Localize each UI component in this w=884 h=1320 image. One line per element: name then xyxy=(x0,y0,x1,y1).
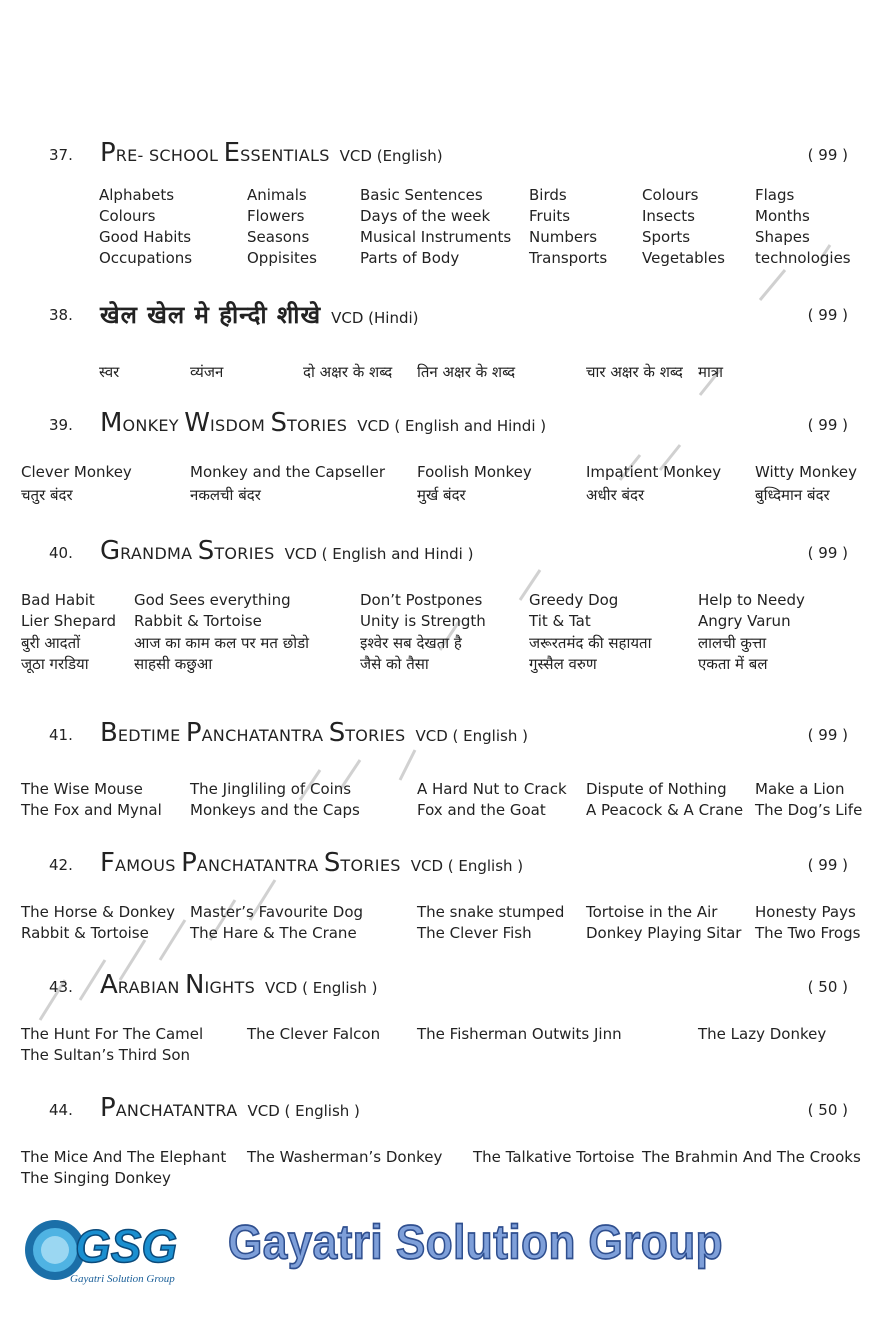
topic-item: Parts of Body xyxy=(360,249,460,267)
topic-item: Dispute of Nothing xyxy=(586,780,727,798)
media-format: VCD ( English and Hindi ) xyxy=(357,417,547,435)
price: ( 99 ) xyxy=(807,726,848,744)
topic-item: मात्रा xyxy=(698,363,724,381)
product-title xyxy=(100,1093,360,1123)
title-part: B xyxy=(100,718,118,748)
logo-tagline: Gayatri Solution Group xyxy=(70,1273,175,1285)
title-part: TORIES xyxy=(345,726,406,745)
footer-logo xyxy=(10,1200,750,1300)
title-part: RE- SCHOOL xyxy=(115,146,224,165)
item-number: 41. xyxy=(49,726,73,744)
topic-item: Numbers xyxy=(529,228,598,246)
topic-item: Oppisites xyxy=(247,249,317,267)
topic-item: technologies xyxy=(755,249,851,267)
topic-item: Fox and the Goat xyxy=(417,801,546,819)
topic-item: जैसे को तैसा xyxy=(360,655,429,673)
topic-item: Foolish Monkey xyxy=(417,463,532,481)
topic-item: The Hunt For The Camel xyxy=(21,1025,204,1043)
topic-item: चार अक्षर के शब्द xyxy=(586,363,683,381)
topic-item: दो अक्षर के शब्द xyxy=(303,363,393,381)
topic-item: Musical Instruments xyxy=(360,228,512,246)
product-title xyxy=(100,848,523,878)
title-part: ONKEY xyxy=(122,416,185,435)
title-part: S xyxy=(197,536,215,566)
topic-item: Unity is Strength xyxy=(360,612,486,630)
topic-item: The Clever Falcon xyxy=(247,1025,381,1043)
product-title xyxy=(100,970,378,1000)
topic-item: A Hard Nut to Crack xyxy=(417,780,567,798)
topic-item: गुस्सैल वरुण xyxy=(529,655,597,673)
topic-item: Alphabets xyxy=(99,186,175,204)
title-part: EDTIME xyxy=(117,726,186,745)
title-part: P xyxy=(181,848,197,878)
topic-item: The Washerman’s Donkey xyxy=(247,1148,443,1166)
title-part: RABIAN xyxy=(117,978,186,997)
title-part: F xyxy=(100,848,115,878)
title-part: N xyxy=(185,970,205,1000)
topic-item: The Wise Mouse xyxy=(21,780,143,798)
topic-item: Make a Lion xyxy=(755,780,845,798)
topic-item: Colours xyxy=(99,207,156,225)
topic-item: Flags xyxy=(755,186,795,204)
title-part: S xyxy=(328,718,346,748)
topic-item: Impatient Monkey xyxy=(586,463,722,481)
topic-item: Good Habits xyxy=(99,228,192,246)
media-format: VCD ( English and Hindi ) xyxy=(284,545,474,563)
topic-item: Witty Monkey xyxy=(755,463,857,481)
title-part: A xyxy=(100,970,118,1000)
topic-item: Monkey and the Capseller xyxy=(190,463,385,481)
item-number: 43. xyxy=(49,978,73,996)
title-part: ISDOM xyxy=(209,416,271,435)
topic-item: बुरी आदतों xyxy=(21,634,81,652)
title-part: G xyxy=(100,536,121,566)
topic-item: Don’t Postpones xyxy=(360,591,483,609)
title-part: P xyxy=(100,1093,116,1123)
topic-item: व्यंजन xyxy=(190,363,224,381)
title-part: P xyxy=(185,718,202,748)
topic-item: The snake stumped xyxy=(417,903,565,921)
topic-item: आज का काम कल पर मत छोडो xyxy=(134,634,310,652)
item-number: 37. xyxy=(49,146,73,164)
topic-item: स्वर xyxy=(99,363,120,381)
media-format: VCD ( English ) xyxy=(265,979,378,997)
topic-item: नकलची बंदर xyxy=(190,486,261,504)
topic-item: Insects xyxy=(642,207,695,225)
topic-item: Angry Varun xyxy=(698,612,791,630)
price: ( 50 ) xyxy=(807,1101,848,1119)
topic-item: Fruits xyxy=(529,207,571,225)
product-title xyxy=(100,298,419,331)
topic-item: The Two Frogs xyxy=(755,924,861,942)
topic-item: Greedy Dog xyxy=(529,591,619,609)
item-number: 39. xyxy=(49,416,73,434)
topic-item: Clever Monkey xyxy=(21,463,132,481)
topic-item: Bad Habit xyxy=(21,591,95,609)
topic-item: साहसी कछुआ xyxy=(134,655,213,673)
media-format: VCD ( English ) xyxy=(415,727,528,745)
topic-item: The Horse & Donkey xyxy=(21,903,176,921)
topic-item: जूठा गरडिया xyxy=(21,655,89,673)
title-part: TORIES xyxy=(214,544,275,563)
topic-item: जरूरतमंद की सहायता xyxy=(529,634,652,652)
title-part: S xyxy=(270,408,287,438)
topic-item: Help to Needy xyxy=(698,591,805,609)
product-title xyxy=(100,718,528,748)
price: ( 99 ) xyxy=(807,146,848,164)
topic-item: Colours xyxy=(642,186,699,204)
topic-item: एकता में बल xyxy=(698,655,768,673)
company-name: Gayatri Solution Group xyxy=(228,1215,724,1270)
title-part: ANCHATANTRA xyxy=(115,1101,238,1120)
topic-item: The Lazy Donkey xyxy=(698,1025,827,1043)
topic-item: इश्वेर सब देखता है xyxy=(360,634,462,652)
topic-item: A Peacock & A Crane xyxy=(586,801,744,819)
topic-item: Transports xyxy=(529,249,608,267)
topic-item: The Dog’s Life xyxy=(755,801,863,819)
topic-item: Birds xyxy=(529,186,567,204)
item-number: 38. xyxy=(49,306,73,324)
topic-item: Rabbit & Tortoise xyxy=(134,612,262,630)
topic-item: The Fox and Mynal xyxy=(21,801,162,819)
topic-item: बुध्दिमान बंदर xyxy=(755,486,830,504)
title-part: ANCHATANTRA xyxy=(196,856,324,875)
topic-item: The Clever Fish xyxy=(417,924,532,942)
topic-item: तिन अक्षर के शब्द xyxy=(417,363,516,381)
topic-item: Sports xyxy=(642,228,691,246)
topic-item: God Sees everything xyxy=(134,591,291,609)
topic-item: Months xyxy=(755,207,810,225)
title-part: SSENTIALS xyxy=(240,146,330,165)
topic-item: लालची कुत्ता xyxy=(698,634,767,652)
title-part: W xyxy=(184,408,210,438)
title-part: ANCHATANTRA xyxy=(201,726,329,745)
gsg-emblem xyxy=(10,1200,230,1300)
topic-item: Shapes xyxy=(755,228,810,246)
media-format: VCD ( English ) xyxy=(410,857,524,875)
topic-item: Occupations xyxy=(99,249,193,267)
topic-item: Animals xyxy=(247,186,307,204)
title-part: S xyxy=(323,848,341,878)
topic-item: Flowers xyxy=(247,207,305,225)
topic-item: Seasons xyxy=(247,228,310,246)
topic-item: Basic Sentences xyxy=(360,186,483,204)
product-title xyxy=(100,138,443,168)
media-format: VCD (English) xyxy=(339,147,443,165)
price: ( 99 ) xyxy=(807,544,848,562)
title-part: RANDMA xyxy=(120,544,198,563)
topic-item: Donkey Playing Sitar xyxy=(586,924,742,942)
topic-item: Master’s Favourite Dog xyxy=(190,903,364,921)
topic-item: The Talkative Tortoise xyxy=(473,1148,635,1166)
product-title xyxy=(100,408,546,438)
topic-item: The Jingliling of Coins xyxy=(190,780,352,798)
product-title xyxy=(100,536,473,566)
topic-item: Honesty Pays xyxy=(755,903,856,921)
item-number: 42. xyxy=(49,856,73,874)
title-part: P xyxy=(100,138,116,168)
price: ( 99 ) xyxy=(807,416,848,434)
logo-letters: GSG xyxy=(75,1220,178,1272)
topic-item: Monkeys and the Caps xyxy=(190,801,360,819)
price: ( 99 ) xyxy=(807,856,848,874)
title-part: IGHTS xyxy=(204,978,256,997)
topic-item: Tit & Tat xyxy=(529,612,591,630)
topic-item: The Singing Donkey xyxy=(21,1169,171,1187)
price: ( 50 ) xyxy=(807,978,848,996)
title-part: TORIES xyxy=(340,856,401,875)
price: ( 99 ) xyxy=(807,306,848,324)
topic-item: चतुर बंदर xyxy=(21,486,73,504)
topic-item: The Sultan’s Third Son xyxy=(21,1046,191,1064)
title-part: M xyxy=(100,408,123,438)
topic-item: The Fisherman Outwits Jinn xyxy=(417,1025,622,1043)
topic-item: Tortoise in the Air xyxy=(586,903,718,921)
topic-item: The Mice And The Elephant xyxy=(21,1148,227,1166)
media-format: VCD (Hindi) xyxy=(331,309,419,327)
topic-item: Vegetables xyxy=(642,249,725,267)
item-number: 44. xyxy=(49,1101,73,1119)
topic-item: अधीर बंदर xyxy=(586,486,645,504)
topic-item: Lier Shepard xyxy=(21,612,117,630)
topic-item: The Brahmin And The Crooks xyxy=(642,1148,861,1166)
title-part: E xyxy=(223,138,241,168)
title-part: AMOUS xyxy=(114,856,182,875)
item-number: 40. xyxy=(49,544,73,562)
title-part: TORIES xyxy=(286,416,348,435)
hindi-title: खेल खेल मे हीन्दी शीखे xyxy=(100,301,322,329)
topic-item: Days of the week xyxy=(360,207,491,225)
topic-item: The Hare & The Crane xyxy=(190,924,357,942)
topic-item: Rabbit & Tortoise xyxy=(21,924,149,942)
topic-item: मुर्ख बंदर xyxy=(417,486,466,504)
media-format: VCD ( English ) xyxy=(247,1102,360,1120)
